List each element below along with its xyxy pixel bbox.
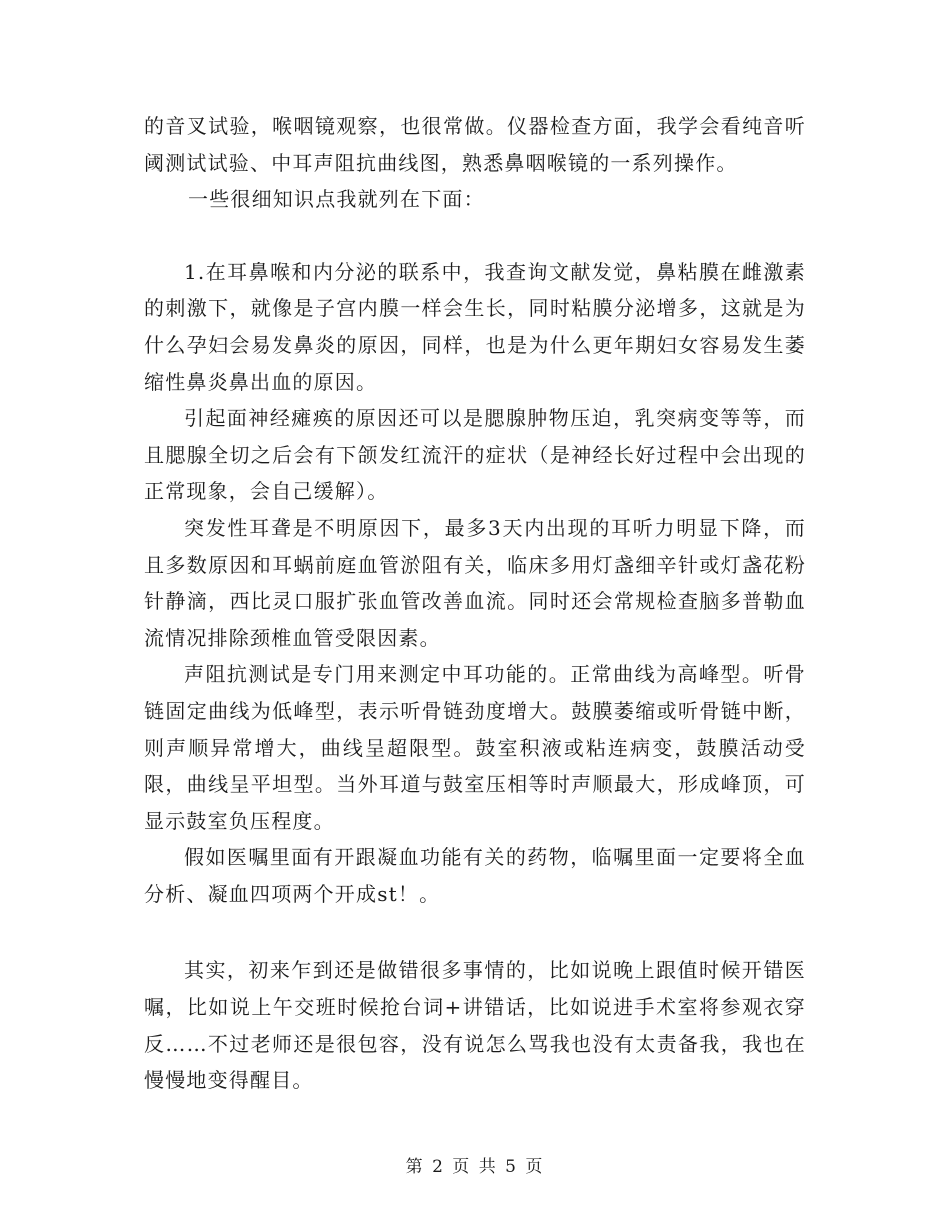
paragraph-acoustic-impedance: 声阻抗测试是专门用来测定中耳功能的。正常曲线为高峰型。听骨链固定曲线为低峰型，表示听骨链劲度增大。鼓膜萎缩或听骨链中断，则声顺异常增大，曲线呈超限型。鼓室积液或粘连病变，鼓膜活动受限，曲线呈平坦型。当外耳道与鼓室压相等时声顺最大，形成峰顶，可显示鼓室负压程度。 <box>144 662 806 833</box>
paragraph-facial-paralysis: 引起面神经瘫痪的原因还可以是腮腺肿物压迫，乳突病变等等，而且腮腺全切之后会有下颌发红流汗的症状（是神经长好过程中会出现的正常现象，会自己缓解）。 <box>144 406 806 504</box>
paragraph-exam-methods: 的音叉试验，喉咽镜观察，也很常做。仪器检查方面，我学会看纯音听阈测试试验、中耳声阻抗曲线图，熟悉鼻咽喉镜的一系列操作。 <box>144 114 806 175</box>
paragraph-spacer <box>144 912 806 952</box>
paragraph-spacer <box>144 218 806 254</box>
paragraph-coagulation: 假如医嘱里面有开跟凝血功能有关的药物，临嘱里面一定要将全血分析、凝血四项两个开成st！。 <box>144 845 806 906</box>
page-number-footer: 第 2 页 共 5 页 <box>405 1157 545 1177</box>
paragraph-endocrine: 1.在耳鼻喉和内分泌的联系中，我查询文献发觉，鼻粘膜在雌激素的刺激下，就像是子宫内膜一样会生长，同时粘膜分泌增多，这就是为什么孕妇会易发鼻炎的原因，同样，也是为什么更年期妇女容易发生萎缩性鼻炎鼻出血的原因。 <box>144 259 806 394</box>
paragraph-reflection: 其实，初来乍到还是做错很多事情的，比如说晚上跟值时候开错医嘱，比如说上午交班时候抢台词+讲错话，比如说进手术室将参观衣穿反……不过老师还是很包容，没有说怎么骂我也没有太责备我，我也在慢慢地变得醒目。 <box>144 958 806 1093</box>
paragraph-intro-list: 一些很细知识点我就列在下面： <box>188 187 485 212</box>
document-body <box>144 108 806 1099</box>
paragraph-sudden-deafness: 突发性耳聋是不明原因下，最多3天内出现的耳听力明显下降，而且多数原因和耳蜗前庭血管淤阻有关，临床多用灯盏细辛针或灯盏花粉针静滴，西比灵口服扩张血管改善血流。同时还会常规检查脑多普勒血流情况排除颈椎血管受限因素。 <box>144 515 806 650</box>
